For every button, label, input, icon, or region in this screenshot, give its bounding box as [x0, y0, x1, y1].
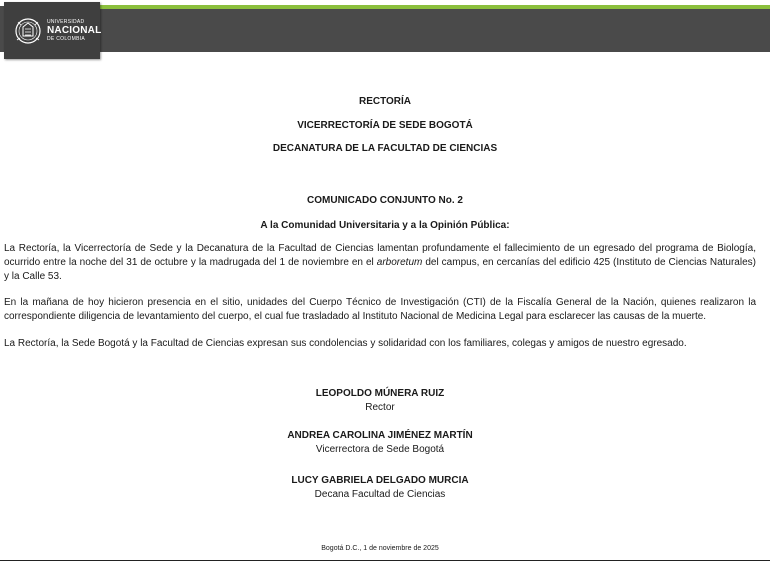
paragraph-2: En la mañana de hoy hicieron presencia en el sitio, unidades del Cuerpo Técnico de Investigación (CTI) de la Fiscalía General de la Nación, quienes realizaron la correspondiente diligencia de levantamiento del cuerpo, el cual fue trasladado al Instituto Nacional de Medicina Legal para esclarecer las causas de la muerte. — [4, 297, 756, 322]
signature-title-2: Vicerrectora de Sede Bogotá — [315, 444, 445, 455]
heading-rectoria: RECTORÍA — [358, 96, 412, 107]
header-bar — [0, 6, 770, 52]
logo-line-3: DE COLOMBIA — [47, 36, 86, 42]
paragraph-1 — [4, 242, 756, 284]
signature-name-1: LEOPOLDO MÚNERA RUIZ — [315, 388, 445, 399]
university-seal-icon — [14, 16, 42, 46]
paragraph-1-end: del campus, en cercanías del edificio 425 (Instituto de Ciencias Naturales) y la Calle 53. — [4, 257, 756, 282]
signature-name-2: ANDREA CAROLINA JIMÉNEZ MARTÍN — [287, 430, 473, 441]
paragraph-1-italic: arboretum — [376, 257, 423, 268]
paragraph-1-start: La Rectoría, la Vicerrectoría de Sede y la Decanatura de la Facultad de Ciencias lamentan profundamente el fallecimiento de un egresado del programa de Biología, ocurrido entre la noche del 31 de octubre y la madrugada del 1 de noviembre en el — [4, 243, 756, 268]
paragraph-3: La Rectoría, la Sede Bogotá y la Facultad de Ciencias expresan sus condolencias y solidaridad con los familiares, colegas y amigos de nuestro egresado. — [4, 338, 687, 349]
page-header — [0, 0, 770, 58]
heading-decanatura: DECANATURA DE LA FACULTAD DE CIENCIAS — [272, 143, 498, 154]
signature-name-3: LUCY GABRIELA DELGADO MURCIA — [291, 475, 469, 486]
logo-line-2: NACIONAL — [47, 25, 102, 36]
bottom-divider — [0, 560, 770, 561]
heading-destinatario: A la Comunidad Universitaria y a la Opinión Pública: — [260, 220, 510, 231]
heading-vicerrectoria: VICERRECTORÍA DE SEDE BOGOTÁ — [297, 120, 473, 131]
heading-comunicado: COMUNICADO CONJUNTO No. 2 — [307, 195, 463, 206]
signature-title-3: Decana Facultad de Ciencias — [314, 489, 446, 500]
logo-wordmark — [47, 20, 101, 42]
signature-title-1: Rector — [365, 402, 395, 413]
footer-place-date: Bogotá D.C., 1 de noviembre de 2025 — [321, 545, 439, 552]
header-accent-line — [96, 5, 770, 9]
university-logo[interactable] — [4, 2, 100, 59]
logo-line-1: UNIVERSIDAD — [47, 19, 85, 25]
